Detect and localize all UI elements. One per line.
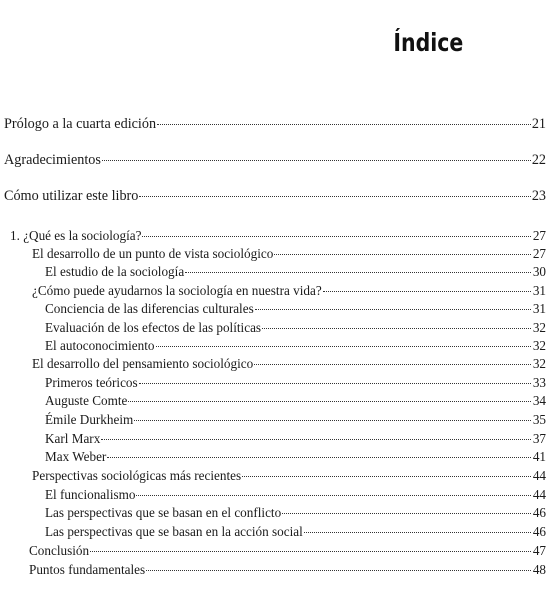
dot-leader xyxy=(136,482,531,496)
toc-entry-page: 44 xyxy=(532,468,546,484)
dot-leader xyxy=(102,146,531,161)
toc-entry-page: 31 xyxy=(532,283,546,299)
toc-entry-label: Karl Marx xyxy=(45,431,101,447)
dot-leader xyxy=(139,370,531,384)
dot-leader xyxy=(101,426,531,440)
toc-entry[interactable] xyxy=(4,185,546,205)
dot-leader xyxy=(157,110,531,125)
toc-entry-page: 46 xyxy=(532,524,546,540)
toc-entry-label: Perspectivas sociológicas más recientes xyxy=(32,468,242,484)
toc-entry-label: Cómo utilizar este libro xyxy=(4,188,139,205)
toc-entry-page: 37 xyxy=(532,431,546,447)
toc-entry-label: Émile Durkheim xyxy=(45,412,134,428)
toc-entry-page: 31 xyxy=(532,301,546,317)
toc-entry-label: Evaluación de los efectos de las políticas xyxy=(45,320,262,336)
dot-leader xyxy=(142,223,531,237)
dot-leader xyxy=(254,351,531,365)
toc-entry-page: 32 xyxy=(532,356,546,372)
toc-entry-page: 41 xyxy=(532,449,546,465)
dot-leader xyxy=(107,444,531,458)
toc-entry[interactable] xyxy=(4,149,546,169)
dot-leader xyxy=(146,557,531,571)
toc-entry-page: 46 xyxy=(532,505,546,521)
dot-leader xyxy=(139,182,530,197)
toc-entry-label: 1. ¿Qué es la sociología? xyxy=(10,228,142,244)
toc-entry-label: El desarrollo de un punto de vista sociológico xyxy=(32,246,274,262)
toc-entry-label: Max Weber xyxy=(45,449,107,465)
toc-entry-page: 34 xyxy=(532,393,546,409)
toc-entry-page: 48 xyxy=(532,562,546,578)
dot-leader xyxy=(185,259,531,273)
toc-entry[interactable] xyxy=(29,560,546,578)
toc-entry-page: 44 xyxy=(532,487,546,503)
toc-entry-label: Primeros teóricos xyxy=(45,375,138,391)
dot-leader xyxy=(282,500,531,514)
dot-leader xyxy=(128,388,531,402)
toc-entry-label: El desarrollo del pensamiento sociológico xyxy=(32,356,254,372)
toc-entry-label: ¿Cómo puede ayudarnos la sociología en nuestra vida? xyxy=(32,283,322,299)
toc-entry-page: 21 xyxy=(531,116,546,133)
toc-entry-label: El estudio de la sociología xyxy=(45,264,185,280)
toc-entry-page: 33 xyxy=(532,375,546,391)
toc-entry[interactable] xyxy=(4,113,546,133)
toc-entry-page: 30 xyxy=(532,264,546,280)
page-title: Índice xyxy=(393,28,463,57)
toc-entry-page: 32 xyxy=(532,338,546,354)
toc-entry-label: Auguste Comte xyxy=(45,393,128,409)
toc-entry-label: Las perspectivas que se basan en la acción social xyxy=(45,524,303,540)
dot-leader xyxy=(156,333,532,347)
toc-entry-label: Conciencia de las diferencias culturales xyxy=(45,301,254,317)
toc-entry-page: 47 xyxy=(532,543,546,559)
toc-entry-label: El autoconocimiento xyxy=(45,338,155,354)
dot-leader xyxy=(262,315,531,329)
toc-entry-page: 35 xyxy=(532,412,546,428)
dot-leader xyxy=(255,296,531,310)
toc-entry-label: Prólogo a la cuarta edición xyxy=(4,116,157,133)
toc-entry-page: 32 xyxy=(532,320,546,336)
toc-entry-label: Agradecimientos xyxy=(4,152,101,169)
toc-entry-page: 27 xyxy=(532,246,546,262)
toc-entry-page: 27 xyxy=(532,228,546,244)
dot-leader xyxy=(242,463,531,477)
toc-entry-page: 23 xyxy=(531,188,546,205)
toc-entry-label: Las perspectivas que se basan en el conflicto xyxy=(45,505,282,521)
toc-entry-label: El funcionalismo xyxy=(45,487,136,503)
dot-leader xyxy=(304,519,531,533)
toc-entry-label: Puntos fundamentales xyxy=(29,562,146,578)
dot-leader xyxy=(274,241,531,255)
dot-leader xyxy=(90,538,531,552)
dot-leader xyxy=(134,407,531,421)
dot-leader xyxy=(323,278,531,292)
toc-entry-page: 22 xyxy=(531,152,546,169)
toc-entry-label: Conclusión xyxy=(29,543,90,559)
